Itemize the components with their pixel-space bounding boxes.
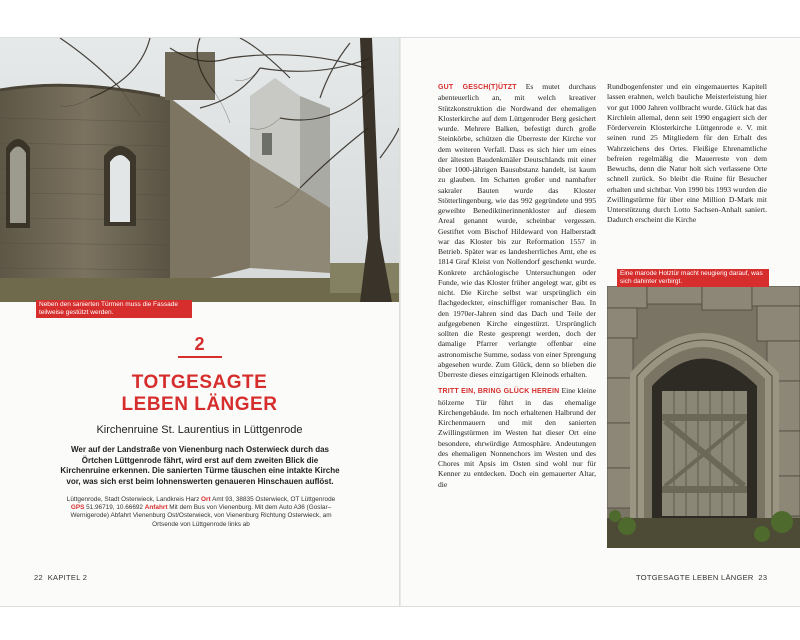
- paragraph-text: Eine kleine hölzerne Tür führt in das ehemalige Kirchengebäude. Im noch erhaltenen Halbrund der Kirchenmauern und mit den sanierten Zwillingstürmen im Westen hat dieser Ort eine besondere, ehrwürdige Atmosphäre. Andeutungen des ehemaligen Nonnenchors im Westen und des Chores mit Apsis im Osten sind wohl nur für Kenner zu entdecken. Doch ein gemauerter Altar, die: [438, 386, 596, 489]
- chapter-title-line-2: LEBEN LÄNGER: [121, 394, 278, 415]
- chapter-title-line-1: TOTGESAGTE: [131, 372, 268, 393]
- paragraph: [438, 386, 596, 490]
- paragraph-text: Rundbogenfenster und ein eingemauertes Kapitell lassen erahnen, welch bauliche Meisterleistung hier vor gut 1000 Jahren vollbracht wurde. Glück hat das Kirchlein allemal, denn seit 1990 engagiert sich der Förderverein Klosterkirche Lüttgenrode e. V. mit seinen rund 25 Mitgliedern für den Erhalt des Wahrzeichens des Ortes. Fleißige Ehrenamtliche befreien regelmäßig die Mauerreste von dem Bewuchs, denn die Natur holt sich verlassene Orte schnell zurück. So bleibt die Ruine für Besucher erhalten und sichtbar. Von 1990 bis 1993 wurden die Zwillingstürme für über eine Million D-Mark mit Unterstützung durch Lotto Sachsen-Anhalt saniert. Dadurch erscheint die Kirche: [607, 82, 767, 225]
- info-label-anfahrt: Anfahrt: [144, 504, 168, 512]
- chapter-title: [0, 372, 399, 416]
- wooden-door-illustration: [607, 286, 800, 548]
- page-number: 22: [34, 573, 43, 582]
- paragraph-text: Es mutet durchaus abenteuerlich an, mit welch kreativer Stützkonstruktion die Nordwand der ehemaligen Klosterkirche auf dem Lüttgenroder Berg gesichert wurde. Mehrere Balken, befestigt durch große Steinkörbe, schützen die Überreste der Kirche vor dem weiteren Verfall. Dass es sich hier um eines der ältesten Baudenkmäler Deutschlands mit einer über 1000-jährigen Bausubstanz handelt, ist kaum zu glauben. Im Schatten großer und namhafter sakraler Bauten wurde das Kloster Stötterlingenburg, wie das 992 gegründete und 995 geweihte Benediktinerinnenkloster auf diesem Areal genannt wurde, scheinbar vergessen. Gestiftet vom Bischof Hildeward von Halberstadt war das Kloster bis zur Reformation 1557 in Betrieb. Später war es landesherrliches Amt, ehe es 1814 Graf Kleist von Nollendorf geschenkt wurde. Konkrete archäologische Untersuchungen oder Funde, wie das Kloster früher angelegt war, gibt es nicht. Die Kirche selbst war ursprünglich ein flachgedeckter, einschiffiger romanischer Bau. In den 1970er-Jahren sind das Dach und Teile der aufgegebenen Kirche eingestürzt. Ursprünglich sollten die Reste gesprengt werden, doch der damalige Pfarrer verlangte offenbar eine astronomische Summe, sodass von einer Sprengung abgesehen wurde. Zum Glück, denn so blieben die Überreste dieses einzigartigen Kleinods erhalten.: [438, 82, 596, 379]
- right-folio: [636, 573, 767, 582]
- paragraph: [438, 82, 596, 380]
- lead-paragraph: Wer auf der Landstraße von Vienenburg nach Osterwieck durch das Örtchen Lüttgenrode fährt, wird erst auf dem zweiten Blick die Kirchenruine erkennen. Die sanierten Türme täuschen eine intakte Kirche vor, was sich erst beim lohnenswerten genaueren Hinschauen auflöst.: [60, 445, 340, 486]
- right-photo-caption: Eine marode Holztür macht neugierig darauf, was sich dahinter verbirgt.: [617, 269, 769, 287]
- text-column-1: [438, 82, 596, 490]
- text-column-2: [607, 82, 767, 226]
- chapter-number: 2: [194, 334, 205, 354]
- location-info: [60, 496, 342, 529]
- wooden-door-photo: [607, 286, 800, 548]
- church-ruin-illustration: [0, 38, 399, 302]
- running-head: KAPITEL 2: [47, 573, 88, 582]
- left-photo-caption: Neben den sanierten Türmen muss die Fassade teilweise gestützt werden.: [36, 300, 192, 318]
- info-label-ort: Ort: [201, 496, 211, 503]
- section-heading: TRITT EIN, BRING GLÜCK HEREIN: [438, 388, 560, 396]
- info-text: Lüttgenrode, Stadt Osterwieck, Landkreis Harz: [66, 496, 202, 503]
- running-head: TOTGESAGTE LEBEN LÄNGER: [636, 573, 754, 582]
- info-text: Mit dem Bus von Vienenburg. Mit dem Auto A36 (Goslar–Wernigerode) Abfahrt Vienenburg Ost/Osterwieck, von Vienenburg Richtung Osterwieck, am Ortsende von Lüttgenrode links ab: [70, 504, 332, 528]
- chapter-subtitle: Kirchenruine St. Laurentius in Lüttgenrode: [96, 424, 303, 436]
- book-spread: [0, 37, 800, 607]
- left-folio: [34, 573, 87, 582]
- info-text: Amt 93, 38835 Osterwieck, OT Lüttgenrode: [210, 496, 336, 503]
- page-gutter: [399, 38, 401, 606]
- info-label-gps: GPS: [70, 504, 85, 512]
- chapter-divider: [178, 356, 222, 358]
- church-ruin-photo: [0, 38, 399, 302]
- section-heading: GUT GESCH(T)ÜTZT: [438, 84, 517, 91]
- page-number: 23: [758, 573, 768, 582]
- info-text: 51.96719, 10.66692: [84, 504, 145, 512]
